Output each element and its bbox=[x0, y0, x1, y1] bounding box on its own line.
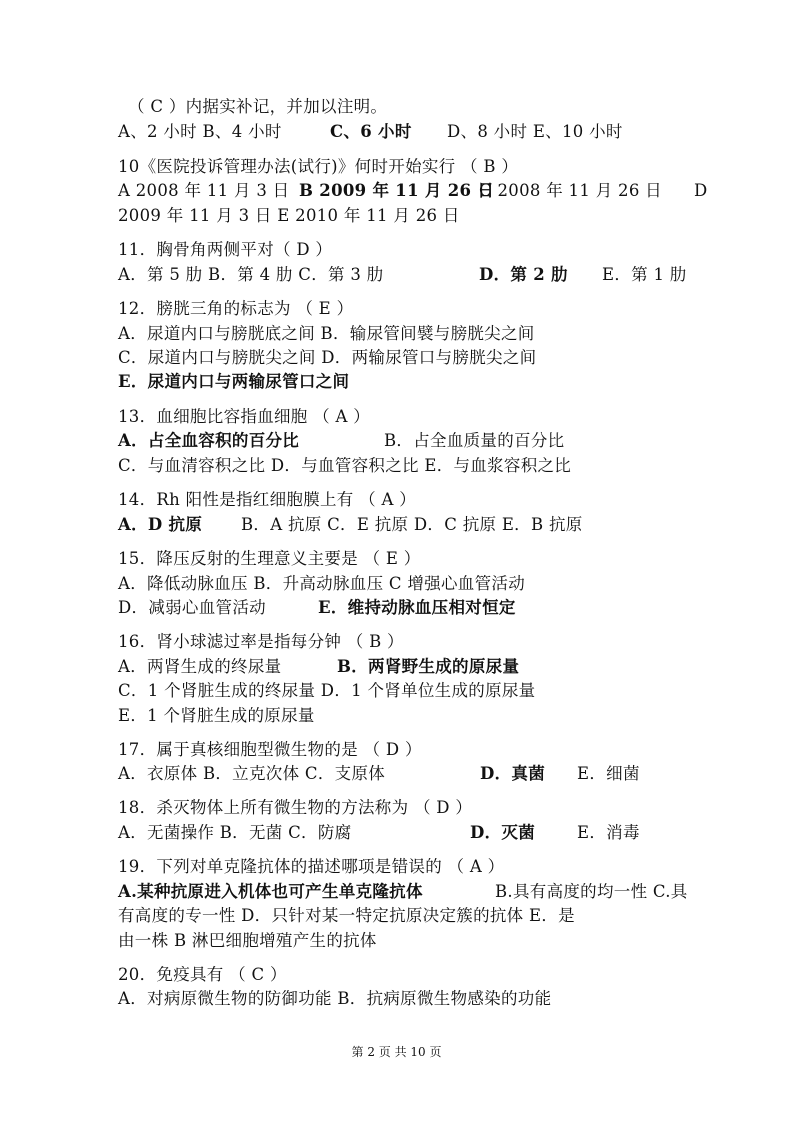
question-heading: 16．肾小球滤过率是指每分钟 （ B ） bbox=[118, 632, 404, 651]
answer-highlight: D．真菌 bbox=[480, 764, 546, 783]
answer-highlight: E．维持动脉血压相对恒定 bbox=[318, 598, 516, 617]
text-line: A．衣原体 B．立克次体 C．支原体 bbox=[118, 764, 386, 783]
text-line: （ C ）内据实补记，并加以注明。 bbox=[128, 97, 388, 116]
text-line: E．1 个肾脏生成的原尿量 bbox=[118, 706, 315, 725]
page-footer: 第 2 页 共 10 页 bbox=[351, 1045, 442, 1059]
text-line: A．第 5 肋 B．第 4 肋 C．第 3 肋 bbox=[118, 265, 384, 284]
answer-highlight: E．尿道内口与两输尿管口之间 bbox=[118, 372, 350, 391]
text-line: E．细菌 bbox=[577, 764, 640, 783]
question-heading: 20．免疫具有 （ C ） bbox=[118, 965, 287, 984]
text-line: 由一株 B 淋巴细胞增殖产生的抗体 bbox=[118, 931, 377, 950]
text-line: B.具有高度的均一性 C.具 bbox=[495, 882, 688, 901]
answer-highlight: A．D 抗原 bbox=[118, 515, 203, 534]
answer-highlight: B．两肾野生成的原尿量 bbox=[337, 657, 520, 676]
text-line: A．无菌操作 B．无菌 C．防腐 bbox=[118, 823, 352, 842]
text-line: D bbox=[694, 181, 708, 200]
text-line: D．减弱心血管活动 bbox=[118, 598, 266, 617]
question-heading: 11．胸骨角两侧平对（ D ） bbox=[118, 240, 333, 259]
text-line: A、2 小时 B、4 小时 bbox=[118, 122, 282, 141]
text-line: E．第 1 肋 bbox=[602, 265, 687, 284]
text-line: A 2008 年 11 月 3 日 bbox=[118, 181, 290, 200]
answer-highlight: C、6 小时 bbox=[330, 122, 412, 141]
answer-highlight: A．占全血容积的百分比 bbox=[118, 431, 300, 450]
answer-highlight: B 2009 年 11 月 26 日 bbox=[299, 181, 495, 200]
text-line: 2009 年 11 月 3 日 E 2010 年 11 月 26 日 bbox=[118, 206, 460, 225]
text-line: C．尿道内口与膀胱尖之间 D．两输尿管口与膀胱尖之间 bbox=[118, 348, 537, 367]
text-line: C．与血清容积之比 D．与血管容积之比 E．与血浆容积之比 bbox=[118, 456, 572, 475]
question-heading: 17．属于真核细胞型微生物的是 （ D ） bbox=[118, 740, 422, 759]
text-line: D、8 小时 E、10 小时 bbox=[447, 122, 623, 141]
text-line: C 2008 年 11 月 26 日 bbox=[479, 181, 662, 200]
question-heading: 12．膀胱三角的标志为 （ E ） bbox=[118, 299, 354, 318]
text-line: A．尿道内口与膀胱底之间 B．输尿管间襞与膀胱尖之间 bbox=[118, 324, 535, 343]
question-heading: 14．Rh 阳性是指红细胞膜上有 （ A ） bbox=[118, 490, 417, 509]
question-heading: 10《医院投诉管理办法(试行)》何时开始实行 （ B ） bbox=[118, 157, 519, 176]
text-line: A．降低动脉血压 B．升高动脉血压 C 增强心血管活动 bbox=[118, 574, 526, 593]
question-heading: 15．降压反射的生理意义主要是 （ E ） bbox=[118, 549, 421, 568]
answer-highlight: D．灭菌 bbox=[470, 823, 536, 842]
answer-highlight: A.某种抗原进入机体也可产生单克隆抗体 bbox=[118, 882, 423, 901]
text-line: B．占全血质量的百分比 bbox=[384, 431, 565, 450]
question-heading: 19．下列对单克隆抗体的描述哪项是错误的 （ A ） bbox=[118, 857, 505, 876]
text-line: C．1 个肾脏生成的终尿量 D．1 个肾单位生成的原尿量 bbox=[118, 681, 536, 700]
text-line: A．对病原微生物的防御功能 B．抗病原微生物感染的功能 bbox=[118, 989, 552, 1008]
question-heading: 18．杀灭物体上所有微生物的方法称为 （ D ） bbox=[118, 798, 473, 817]
text-line: A．两肾生成的终尿量 bbox=[118, 657, 282, 676]
question-heading: 13．血细胞比容指血细胞 （ A ） bbox=[118, 407, 371, 426]
text-line: E．消毒 bbox=[577, 823, 640, 842]
answer-highlight: D．第 2 肋 bbox=[479, 265, 568, 284]
text-line: B．A 抗原 C．E 抗原 D．C 抗原 E．B 抗原 bbox=[241, 515, 583, 534]
text-line: 有高度的专一性 D．只针对某一特定抗原决定簇的抗体 E．是 bbox=[118, 906, 575, 925]
